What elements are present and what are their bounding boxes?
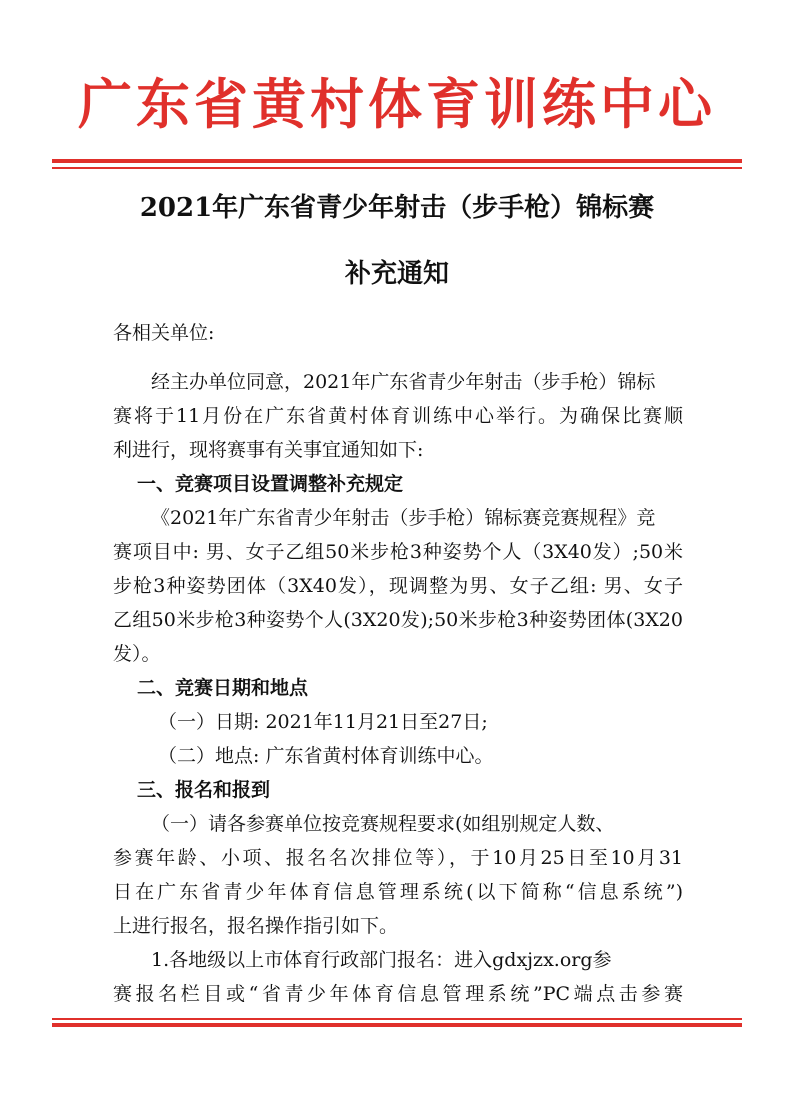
section2-date: （一）日期: 2021年11月21日至27日; [158, 711, 488, 733]
footer-rule-thick [52, 1023, 742, 1027]
section1-line: 乙组50米步枪3种姿势个人(3X20发);50米步枪3种姿势团体(3X20 [113, 609, 683, 631]
section1-line: 步枪3种姿势团体（3X40发），现调整为男、女子乙组: 男、女子 [113, 575, 683, 597]
section3-line: （一）请各参赛单位按竞赛规程要求(如组别规定人数、 [151, 813, 615, 835]
intro-line: 赛将于11月份在广东省黄村体育训练中心举行。为确保比赛顺 [113, 405, 683, 427]
letterhead-rule-thick [52, 159, 742, 163]
section1-line: 发）。 [113, 643, 161, 665]
section3-line: 参赛年龄、小项、报名名次排位等），于10月25日至10月31 [113, 847, 683, 869]
section1-line: 《2021年广东省青少年射击（步手枪）锦标赛竞赛规程》竞 [151, 507, 656, 529]
section3-item1-line: 1.各地级以上市体育行政部门报名：进入gdxjzx.org参 [151, 949, 612, 971]
document-title-line2: 补充通知 [344, 259, 449, 289]
section1-heading: 一、竞赛项目设置调整补充规定 [137, 473, 404, 495]
document-title-line1: 2021年广东省青少年射击（步手枪）锦标赛 [139, 193, 655, 223]
section1-line: 赛项目中: 男、女子乙组50米步枪3种姿势个人（3X40发）;50米 [113, 541, 683, 563]
footer-rule-thin [52, 1018, 742, 1020]
letterhead-rule-thin [52, 167, 742, 169]
intro-line: 经主办单位同意，2021年广东省青少年射击（步手枪）锦标 [151, 371, 656, 393]
intro-line: 利进行，现将赛事有关事宜通知如下: [113, 439, 424, 461]
section3-line: 上进行报名，报名操作指引如下。 [113, 915, 399, 937]
section2-heading: 二、竞赛日期和地点 [137, 677, 309, 699]
section3-line: 日在广东省青少年体育信息管理系统(以下简称“信息系统”) [113, 881, 683, 903]
section3-item1-line: 赛报名栏目或“省青少年体育信息管理系统”PC端点击参赛 [113, 983, 683, 1005]
letterhead-org-name: 广东省黄村体育训练中心 [78, 73, 716, 136]
section3-heading: 三、报名和报到 [137, 779, 271, 801]
section2-place: （二）地点: 广东省黄村体育训练中心。 [158, 745, 494, 767]
salutation: 各相关单位: [113, 322, 215, 344]
